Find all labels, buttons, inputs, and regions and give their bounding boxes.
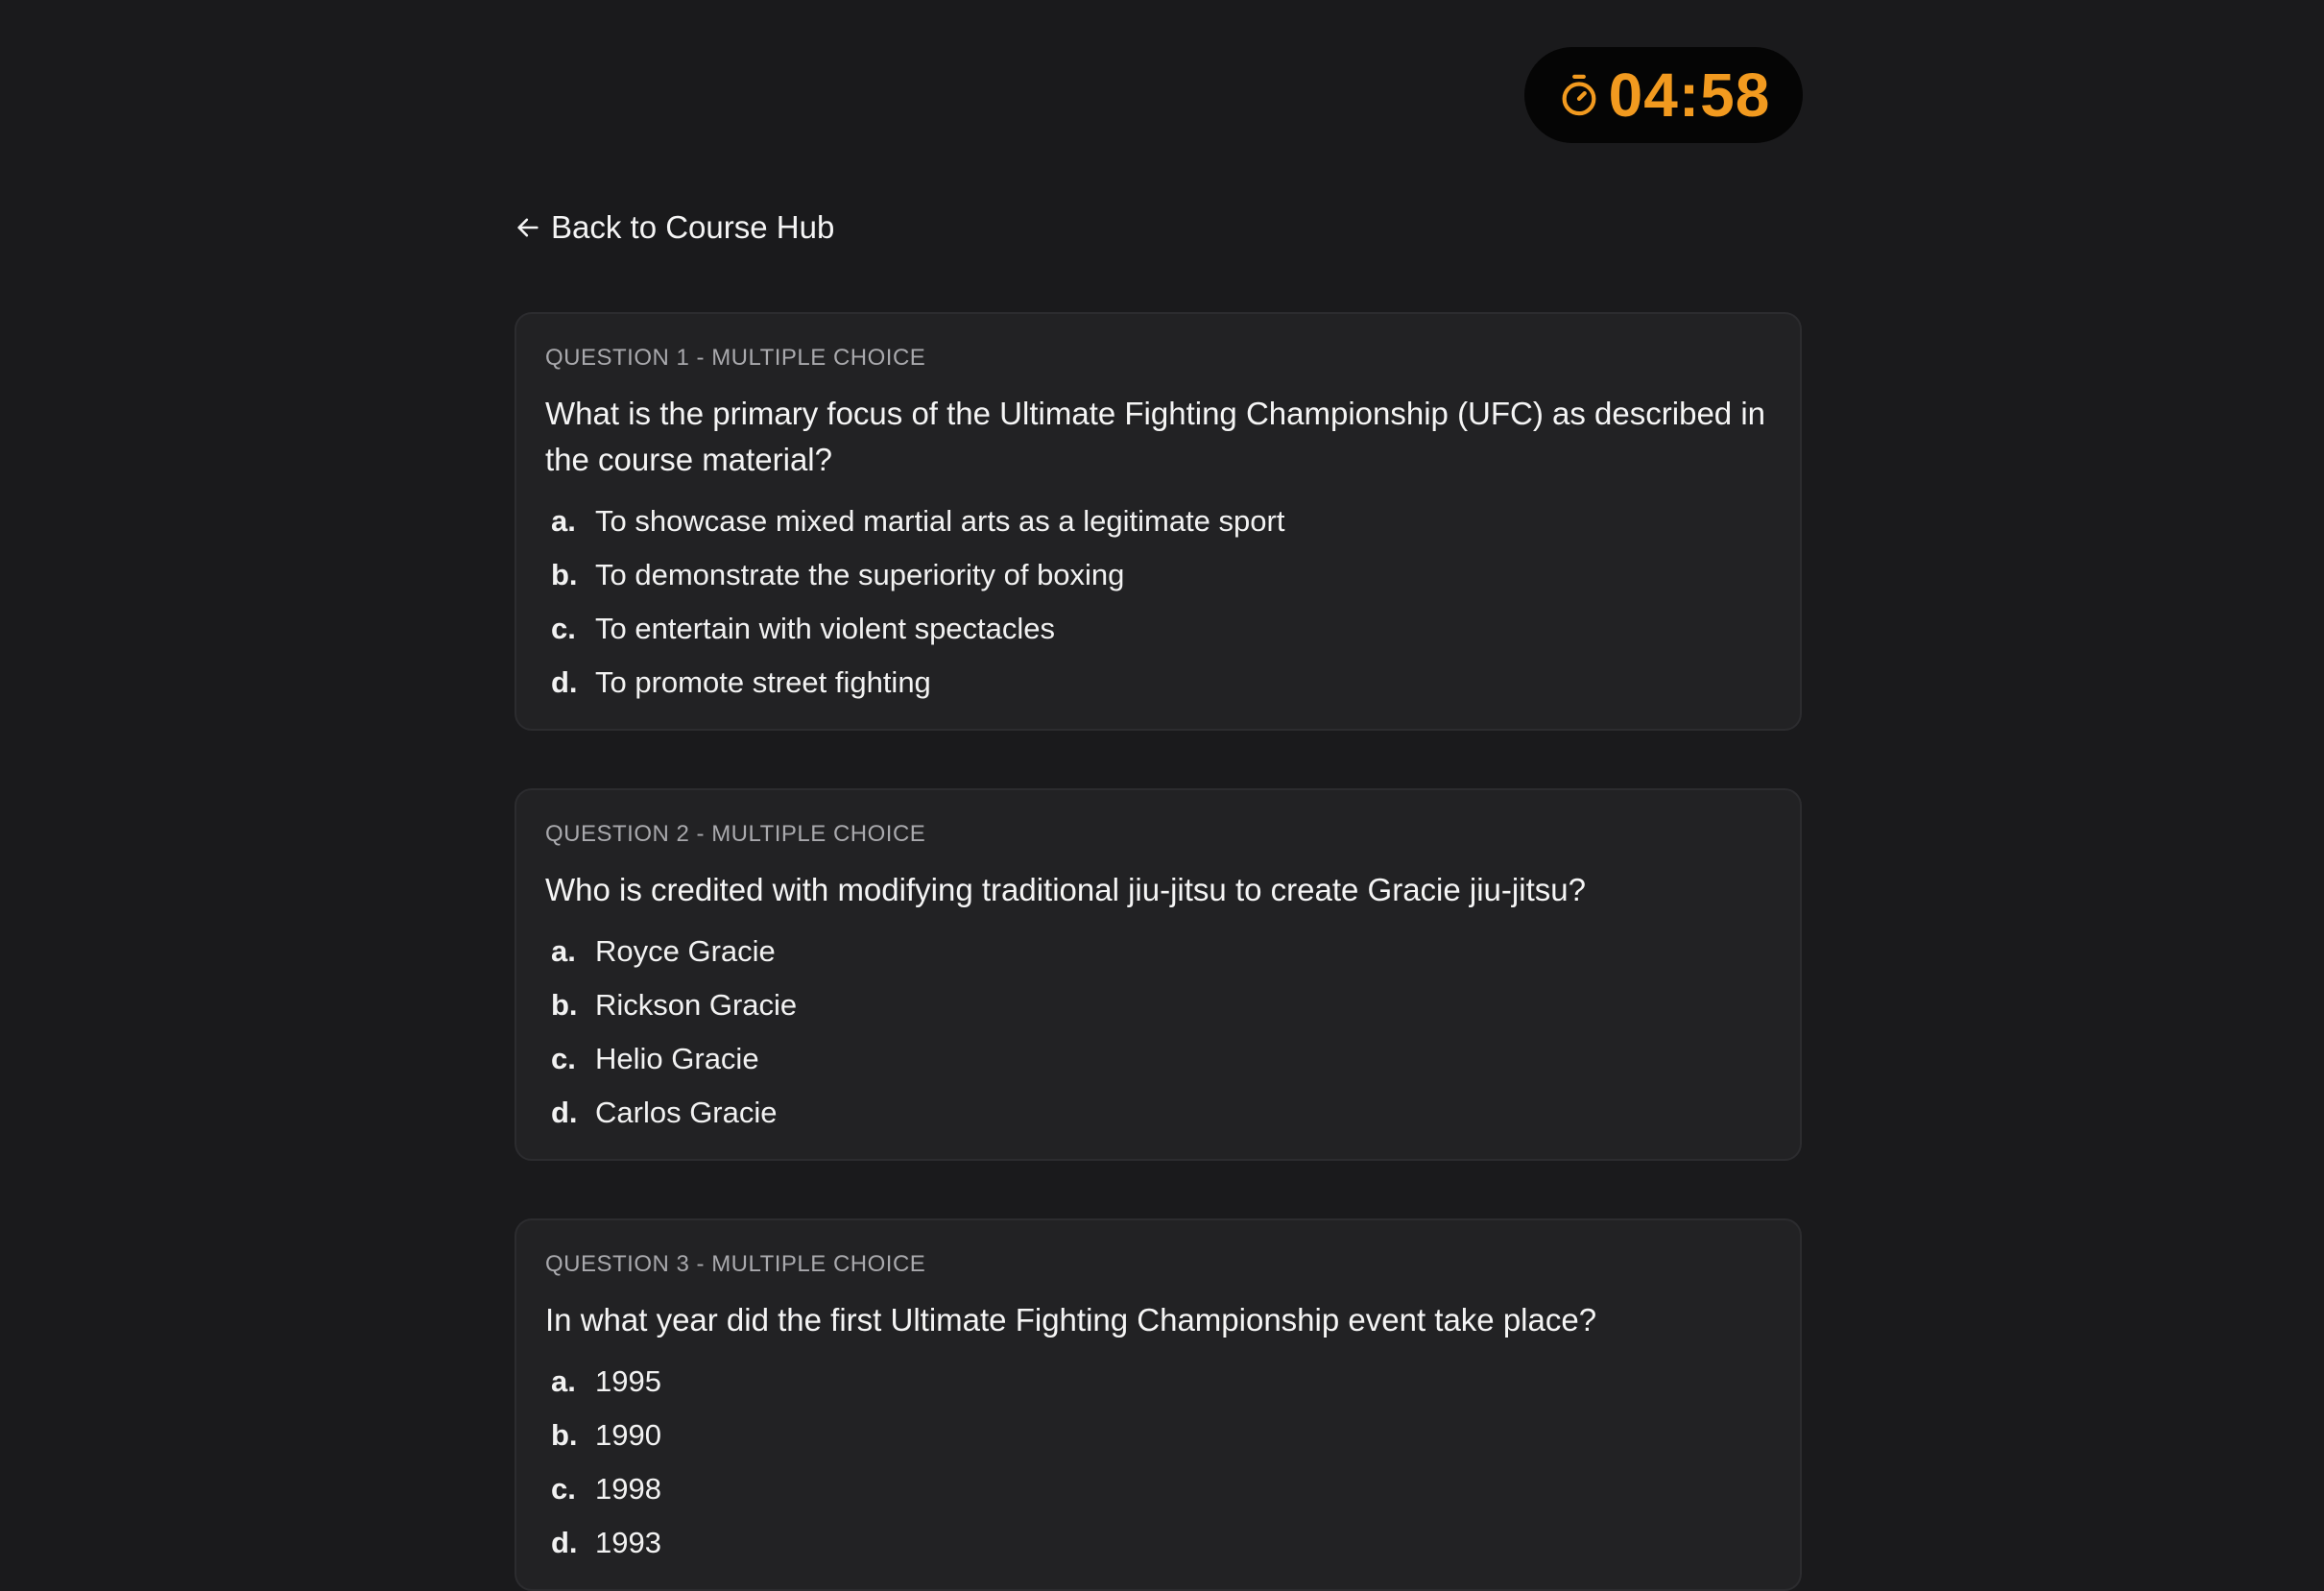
answer-option-c[interactable] — [545, 602, 1771, 656]
answer-option-b[interactable] — [545, 978, 1771, 1032]
option-text: 1998 — [595, 1472, 661, 1506]
option-letter: c. — [551, 1042, 576, 1075]
answer-option-d[interactable] — [545, 656, 1771, 710]
arrow-left-icon — [515, 214, 541, 241]
question-text: In what year did the first Ultimate Fighting Championship event take place? — [545, 1302, 1597, 1338]
question-label: QUESTION 1 - MULTIPLE CHOICE — [545, 345, 926, 371]
option-letter: b. — [551, 1418, 578, 1452]
answer-option-a[interactable] — [545, 925, 1771, 978]
option-letter: b. — [551, 558, 578, 591]
option-letter: c. — [551, 612, 576, 645]
question-text: Who is credited with modifying traditional jiu-jitsu to create Gracie jiu-jitsu? — [545, 872, 1586, 907]
option-text: Rickson Gracie — [595, 988, 798, 1022]
answer-option-b[interactable] — [545, 548, 1771, 602]
option-text: To promote street fighting — [595, 665, 931, 699]
option-letter: a. — [551, 934, 576, 968]
option-letter: a. — [551, 504, 576, 538]
option-text: To entertain with violent spectacles — [595, 612, 1056, 645]
answer-option-c[interactable] — [545, 1032, 1771, 1086]
question-label: QUESTION 2 - MULTIPLE CHOICE — [545, 821, 926, 847]
answer-option-d[interactable] — [545, 1516, 1771, 1570]
answer-option-d[interactable] — [545, 1086, 1771, 1140]
option-text: To showcase mixed martial arts as a legitimate sport — [595, 504, 1285, 538]
option-text: Helio Gracie — [595, 1042, 759, 1075]
option-text: 1993 — [595, 1526, 661, 1559]
back-to-course-hub-link[interactable] — [515, 204, 834, 252]
question-label: QUESTION 3 - MULTIPLE CHOICE — [545, 1251, 926, 1277]
question-card-1 — [515, 312, 1802, 731]
answer-options — [545, 1355, 1771, 1570]
option-letter: b. — [551, 988, 578, 1022]
option-letter: a. — [551, 1364, 576, 1398]
answer-options — [545, 925, 1771, 1140]
option-text: 1995 — [595, 1364, 661, 1398]
option-letter: d. — [551, 1096, 578, 1129]
answer-option-a[interactable] — [545, 1355, 1771, 1409]
stopwatch-icon — [1557, 72, 1601, 118]
option-text: To demonstrate the superiority of boxing — [595, 558, 1125, 591]
timer-value: 04:58 — [1608, 60, 1771, 130]
question-card-2 — [515, 788, 1802, 1161]
back-link-label: Back to Course Hub — [551, 209, 835, 245]
option-letter: d. — [551, 1526, 578, 1559]
option-text: Royce Gracie — [595, 934, 776, 968]
option-letter: c. — [551, 1472, 576, 1506]
question-text: What is the primary focus of the Ultimate Fighting Championship (UFC) as described in the course material? — [545, 396, 1765, 477]
option-text: 1990 — [595, 1418, 661, 1452]
answer-option-b[interactable] — [545, 1409, 1771, 1462]
question-card-3 — [515, 1218, 1802, 1591]
countdown-timer — [1524, 47, 1803, 143]
answer-options — [545, 494, 1771, 710]
answer-option-c[interactable] — [545, 1462, 1771, 1516]
answer-option-a[interactable] — [545, 494, 1771, 548]
option-letter: d. — [551, 665, 578, 699]
option-text: Carlos Gracie — [595, 1096, 778, 1129]
